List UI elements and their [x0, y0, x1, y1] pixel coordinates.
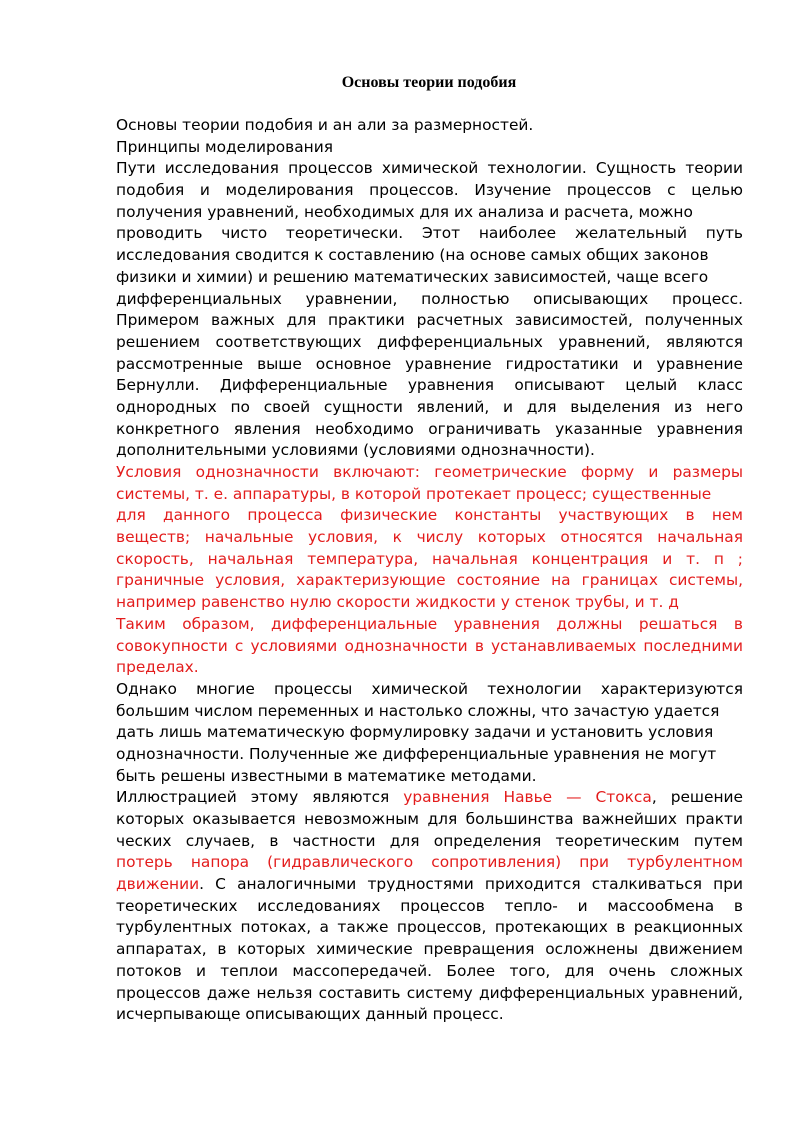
text-line: конкретного явления необходимо ограничивать указанные уравнения: [116, 419, 743, 438]
text-line: дополнительными условиями (условиями однозначности).: [116, 441, 595, 460]
text-segment: . С аналогичными трудностями приходится сталкиваться при: [199, 875, 743, 894]
text-line-highlight: совокупности с условиями однозначности в устанавливаемых последними: [116, 636, 743, 655]
text-line: [116, 874, 743, 896]
text-line-highlight: веществ; начальные условия, к числу которых относятся начальная: [116, 528, 743, 547]
text-line: дать лишь математическую формулировку задачи и установить условия: [116, 723, 714, 742]
text-line: быть решены известными в математике методами.: [116, 766, 537, 785]
text-line: получения уравнений, необходимых для их анализа и расчета, можно: [116, 202, 693, 221]
text-line: Основы теории подобия и ан али за размерностей.: [116, 116, 534, 134]
text-segment-highlight: движении: [116, 875, 200, 894]
document-body: [116, 115, 743, 1026]
text-line: проводить чисто теоретически. Этот наиболее желательный путь: [116, 224, 743, 243]
text-line: большим числом переменных и настолько сложны, что зачастую удается: [116, 701, 720, 720]
text-line: [116, 787, 743, 809]
text-line: которых оказывается невозможным для большинства важнейших практи: [116, 810, 743, 828]
text-line: Пути исследования процессов химической технологии. Сущность теории: [116, 159, 743, 178]
text-line-highlight: например равенство нулю скорости жидкости у стенок трубы, и т. д: [116, 593, 679, 612]
link-navier-stokes[interactable]: уравнения Навье — Стокса: [403, 788, 652, 807]
text-line-highlight: скорость, начальная температура, начальная концентрация и т. п ;: [116, 549, 743, 568]
text-line: подобия и моделирования процессов. Изучение процессов с целью: [116, 181, 743, 200]
text-line-highlight: Условия однозначности включают: геометрические форму и размеры: [116, 463, 743, 481]
text-line-highlight: для данного процесса физические константы участвующих в нем: [116, 506, 743, 525]
text-line: Бернулли. Дифференциальные уравнения описывают целый класс: [116, 376, 743, 395]
text-line: дифференциальных уравнении, полностью описывающих процесс.: [116, 289, 743, 308]
text-line: исследования сводится к составлению (на основе самых общих законов: [116, 246, 709, 265]
text-line: ческих случаев, в частности для определения теоретическим путем: [116, 831, 743, 850]
text-line: физики и химии) и решению математических зависимостей, чаще всего: [116, 267, 709, 286]
text-line: потоков и теплои массопередачей. Более того, для очень сложных: [116, 961, 743, 980]
text-line: процессов даже нельзя составить систему дифференциальных уравнений,: [116, 983, 743, 1002]
text-line: однородных по своей сущности явлений, и для выделения из него: [116, 397, 743, 416]
text-segment: , решение: [651, 788, 743, 807]
text-lines: [116, 115, 743, 787]
text-line-highlight: пределах.: [116, 658, 199, 677]
document-title: Основы теории подобия: [341, 74, 517, 91]
text-line-highlight: системы, т. е. аппаратуры, в которой протекает процесс; существенные: [116, 484, 712, 503]
text-line: аппаратах, в которых химические превращения осложнены движением: [116, 940, 743, 959]
text-line: теоретических исследованиях процессов тепло- и массообмена в: [116, 896, 743, 915]
text-line-highlight: потерь напора (гидравлического сопротивления) при турбулентном: [116, 853, 743, 872]
text-line: рассмотренные выше основное уравнение гидростатики и уравнение: [116, 354, 743, 373]
text-line: Однако многие процессы химической технологии характеризуются: [116, 679, 743, 698]
text-line: решением соответствующих дифференциальных уравнений, являются: [116, 332, 743, 351]
text-line-highlight: граничные условия, характеризующие состояние на границах системы,: [116, 571, 743, 590]
text-line: Примером важных для практики расчетных зависимостей, полученных: [116, 311, 743, 330]
text-line: турбулентных потоках, а также процессов, протекающих в реакционных: [116, 918, 743, 937]
text-line-highlight: Таким образом, дифференциальные уравнения должны решаться в: [116, 614, 743, 633]
text-line: Принципы моделирования: [116, 137, 333, 156]
text-line: однозначности. Полученные же дифференциальные уравнения не могут: [116, 744, 717, 763]
text-line: исчерпывающе описывающих данный процесс.: [116, 1005, 504, 1024]
text-segment: Иллюстрацией этому являются: [116, 788, 404, 807]
